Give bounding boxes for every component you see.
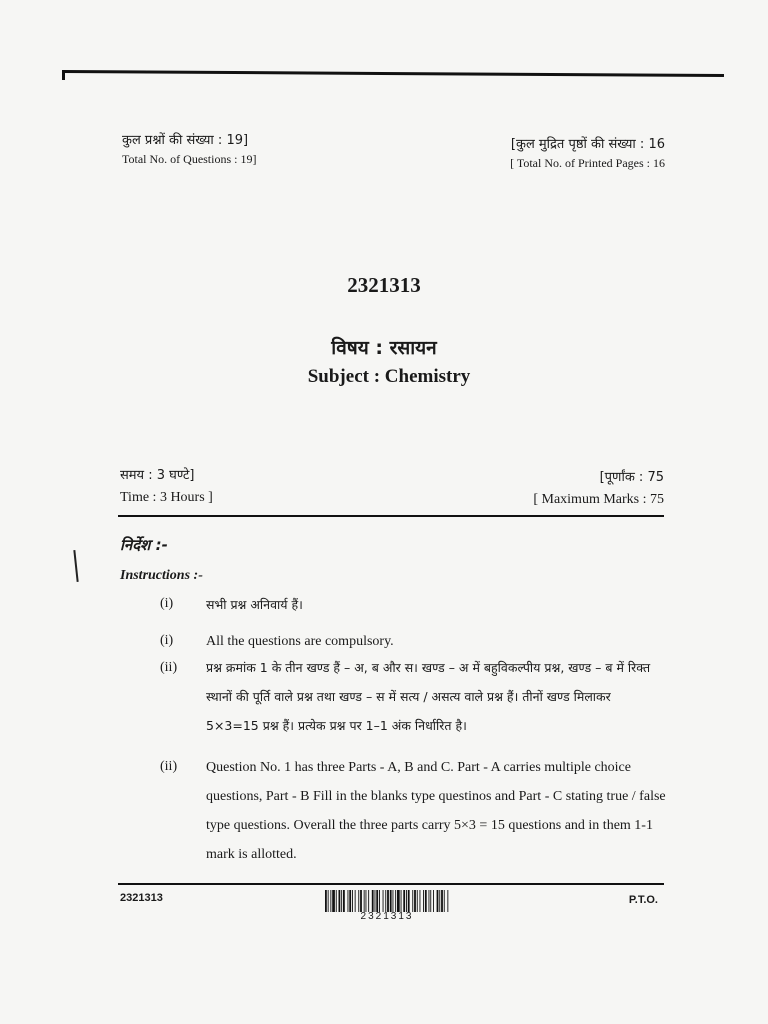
barcode-bar [366, 890, 367, 912]
subject-english: Subject : Chemistry [307, 366, 471, 387]
time-block [120, 465, 213, 509]
barcode-bar [429, 890, 430, 912]
barcode-number: 2321313 [360, 911, 414, 922]
instruction-number: (i) [160, 596, 174, 611]
barcode-bar [433, 890, 434, 912]
instructions-title-english: Instructions :- [120, 568, 203, 583]
instruction-number: (ii) [160, 660, 178, 675]
barcode-bar [372, 890, 374, 912]
barcode-bar [406, 890, 407, 912]
barcode-bar [383, 890, 384, 912]
question-count-english: Total No. of Questions : 19] [122, 152, 257, 166]
barcode-bar [376, 890, 378, 912]
barcode-bar [441, 890, 443, 912]
barcode-bar [397, 890, 400, 912]
marks-english: [ Maximum Marks : 75 [533, 492, 664, 507]
top-rule [62, 70, 724, 77]
barcode-bar [368, 890, 369, 912]
subject-hindi: विषय : रसायन [331, 337, 437, 359]
barcode-bar [332, 890, 335, 912]
barcode-bar [403, 890, 405, 912]
barcode-bar [393, 890, 394, 912]
barcode-bar [423, 890, 424, 912]
barcode-bar [379, 890, 380, 912]
barcode-bar [437, 890, 439, 912]
barcode-bar [343, 890, 345, 912]
barcode-bar [330, 890, 331, 912]
barcode-bar [408, 890, 410, 912]
footer-rule [118, 883, 664, 885]
barcode-bar [412, 890, 413, 912]
barcode-bar [364, 890, 365, 912]
barcode-bar [360, 890, 362, 912]
question-count-block [122, 132, 256, 168]
instruction-text: Question No. 1 has three Parts - A, B and C. Part - A carries multiple choice questions, Part - B Fill in the blanks type questinos and Part - C stating true / false type questions. Overall the three parts carry 5×3 = 15 questions and in them 1-1 mark is allotted. [206, 760, 666, 862]
barcode-bar [341, 890, 342, 912]
time-english: Time : 3 Hours ] [120, 490, 213, 505]
barcode-bar [348, 890, 349, 912]
barcode-bar [395, 890, 396, 912]
barcode-bar [417, 890, 418, 912]
barcode-bar [352, 890, 353, 912]
paper-code: 2321313 [347, 273, 421, 297]
barcode-bar [447, 890, 448, 912]
marks-hindi: [पूर्णांक : 75 [599, 470, 664, 485]
barcode-bar [387, 890, 389, 912]
page-count-hindi: [कुल मुद्रित पृष्ठों की संख्या : 16 [510, 137, 665, 152]
instruction-text: All the questions are compulsory. [206, 634, 394, 649]
pto-label: P.T.O. [628, 894, 658, 906]
instruction-number: (ii) [160, 759, 178, 774]
instructions-title-hindi: निर्देश :- [120, 536, 168, 554]
barcode-bar [430, 890, 431, 912]
barcode-bar [390, 890, 392, 912]
barcode-bar [420, 890, 421, 912]
time-hindi: समय : 3 घण्टे] [120, 468, 195, 483]
barcode-image [325, 890, 449, 912]
page-count-english: [ Total No. of Printed Pages : 16 [510, 156, 665, 170]
instruction-text: सभी प्रश्न अनिवार्य हैं। [206, 597, 303, 612]
page-count-block [510, 136, 665, 172]
barcode-bar [414, 890, 416, 912]
instruction-number: (i) [160, 633, 174, 648]
barcode-bar [328, 890, 329, 912]
top-rule-tick [62, 70, 65, 80]
barcode-bar [349, 890, 351, 912]
question-count-hindi: कुल प्रश्नों की संख्या : 19] [122, 133, 249, 148]
footer-paper-code: 2321313 [120, 892, 163, 904]
barcode-bar [401, 890, 402, 912]
section-divider [118, 515, 664, 517]
barcode-bar [439, 890, 440, 912]
barcode-bar [358, 890, 359, 912]
barcode-bar [375, 890, 376, 912]
barcode-bar [425, 890, 427, 912]
barcode-bar [339, 890, 341, 912]
margin-mark [73, 550, 78, 582]
barcode-bar [385, 890, 386, 912]
barcode-bar [355, 890, 356, 912]
barcode-bar [325, 890, 327, 912]
barcode-bar [444, 890, 445, 912]
marks-block [533, 467, 664, 511]
instruction-text: प्रश्न क्रमांक 1 के तीन खण्ड हैं – अ, ब और स। खण्ड – अ में बहुविकल्पीय प्रश्न, खण्ड – ब में रिक्त स्थानों की पूर्ति वाले प्रश्न तथा खण्ड – स में सत्य / असत्य वाले प्रश्न हैं। तीनों खण्ड मिलाकर 5×3=15 प्रश्न हैं। प्रत्येक प्रश्न पर 1–1 अंक निर्धारित है। [206, 660, 651, 733]
barcode-bar [336, 890, 337, 912]
